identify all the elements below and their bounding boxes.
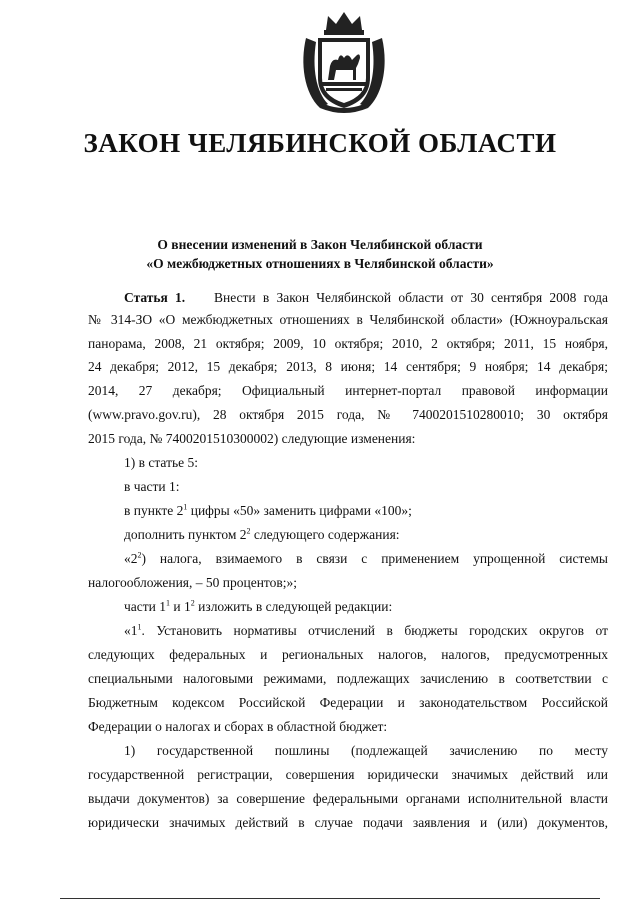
- body-line: специальными налоговыми режимами, подлежащих зачислению в соответствии с: [88, 671, 608, 686]
- article-label: Статья 1.: [124, 290, 186, 305]
- body-line: № 314-ЗО «О межбюджетных отношениях в Челябинской области» (Южноуральская: [88, 312, 608, 327]
- body-line: (www.pravo.gov.ru), 28 октября 2015 года, № 7400201510280010; 30 октября: [88, 407, 608, 422]
- law-title: ЗАКОН ЧЕЛЯБИНСКОЙ ОБЛАСТИ: [83, 128, 557, 158]
- body-line: следующих федеральных и региональных налогов, налогов, предусмотренных: [88, 647, 608, 662]
- body-line: «$2^2$) налога, взимаемого в связи с применением упрощенной системы: [124, 550, 608, 566]
- body-line: в части 1:: [124, 479, 180, 494]
- body-line: выдачи документов) за совершение федеральными органами исполнительной власти: [88, 791, 608, 806]
- body-line: юридически значимых действий в случае подачи заявления и (или) документов,: [88, 815, 608, 830]
- body-line: дополнить пунктом $2^2$ следующего содержания:: [124, 526, 400, 542]
- body-line: 1) государственной пошлины (подлежащей зачислению по месту: [124, 743, 608, 758]
- body-line: части $1^1$ и $1^2$ изложить в следующей редакции:: [124, 598, 393, 614]
- chelyabinsk-coat-of-arms-icon: [298, 8, 390, 118]
- coat-of-arms-emblem: [298, 8, 390, 118]
- body-line: 2015 года, № 7400201510300002) следующие изменения:: [88, 431, 416, 446]
- body-line: «$1^1$. Установить нормативы отчислений в бюджеты городских округов от: [124, 622, 608, 638]
- body-line: панорама, 2008, 21 октября; 2009, 10 октября; 2010, 2 октября; 2011, 15 ноября,: [88, 336, 608, 351]
- body-line: Федерации о налогах и сборах в областной бюджет:: [88, 719, 388, 734]
- body-line: 1) в статье 5:: [124, 455, 198, 470]
- body-line: 2014, 27 декабря; Официальный интернет-портал правовой информации: [88, 383, 608, 398]
- body-line: 24 декабря; 2012, 15 декабря; 2013, 8 июня; 14 сентября; 9 ноября; 14 декабря;: [88, 359, 608, 374]
- body-line: налогообложения, – 50 процентов;»;: [88, 575, 298, 590]
- body-line: Бюджетным кодексом Российской Федерации и законодательством Российской: [88, 695, 608, 710]
- body-line: государственной регистрации, совершения юридически значимых действий или: [88, 767, 608, 782]
- page-bottom-rule: [60, 898, 600, 899]
- body-line: в пункте $2^1$ цифры «50» заменить цифрами «100»;: [124, 502, 412, 518]
- law-subtitle-line-1: О внесении изменений в Закон Челябинской области: [157, 237, 483, 252]
- article-1-line-1: Статья 1. Внести в Закон Челябинской области от 30 сентября 2008 года: [124, 290, 608, 305]
- law-subtitle-line-2: «О межбюджетных отношениях в Челябинской области»: [146, 256, 494, 271]
